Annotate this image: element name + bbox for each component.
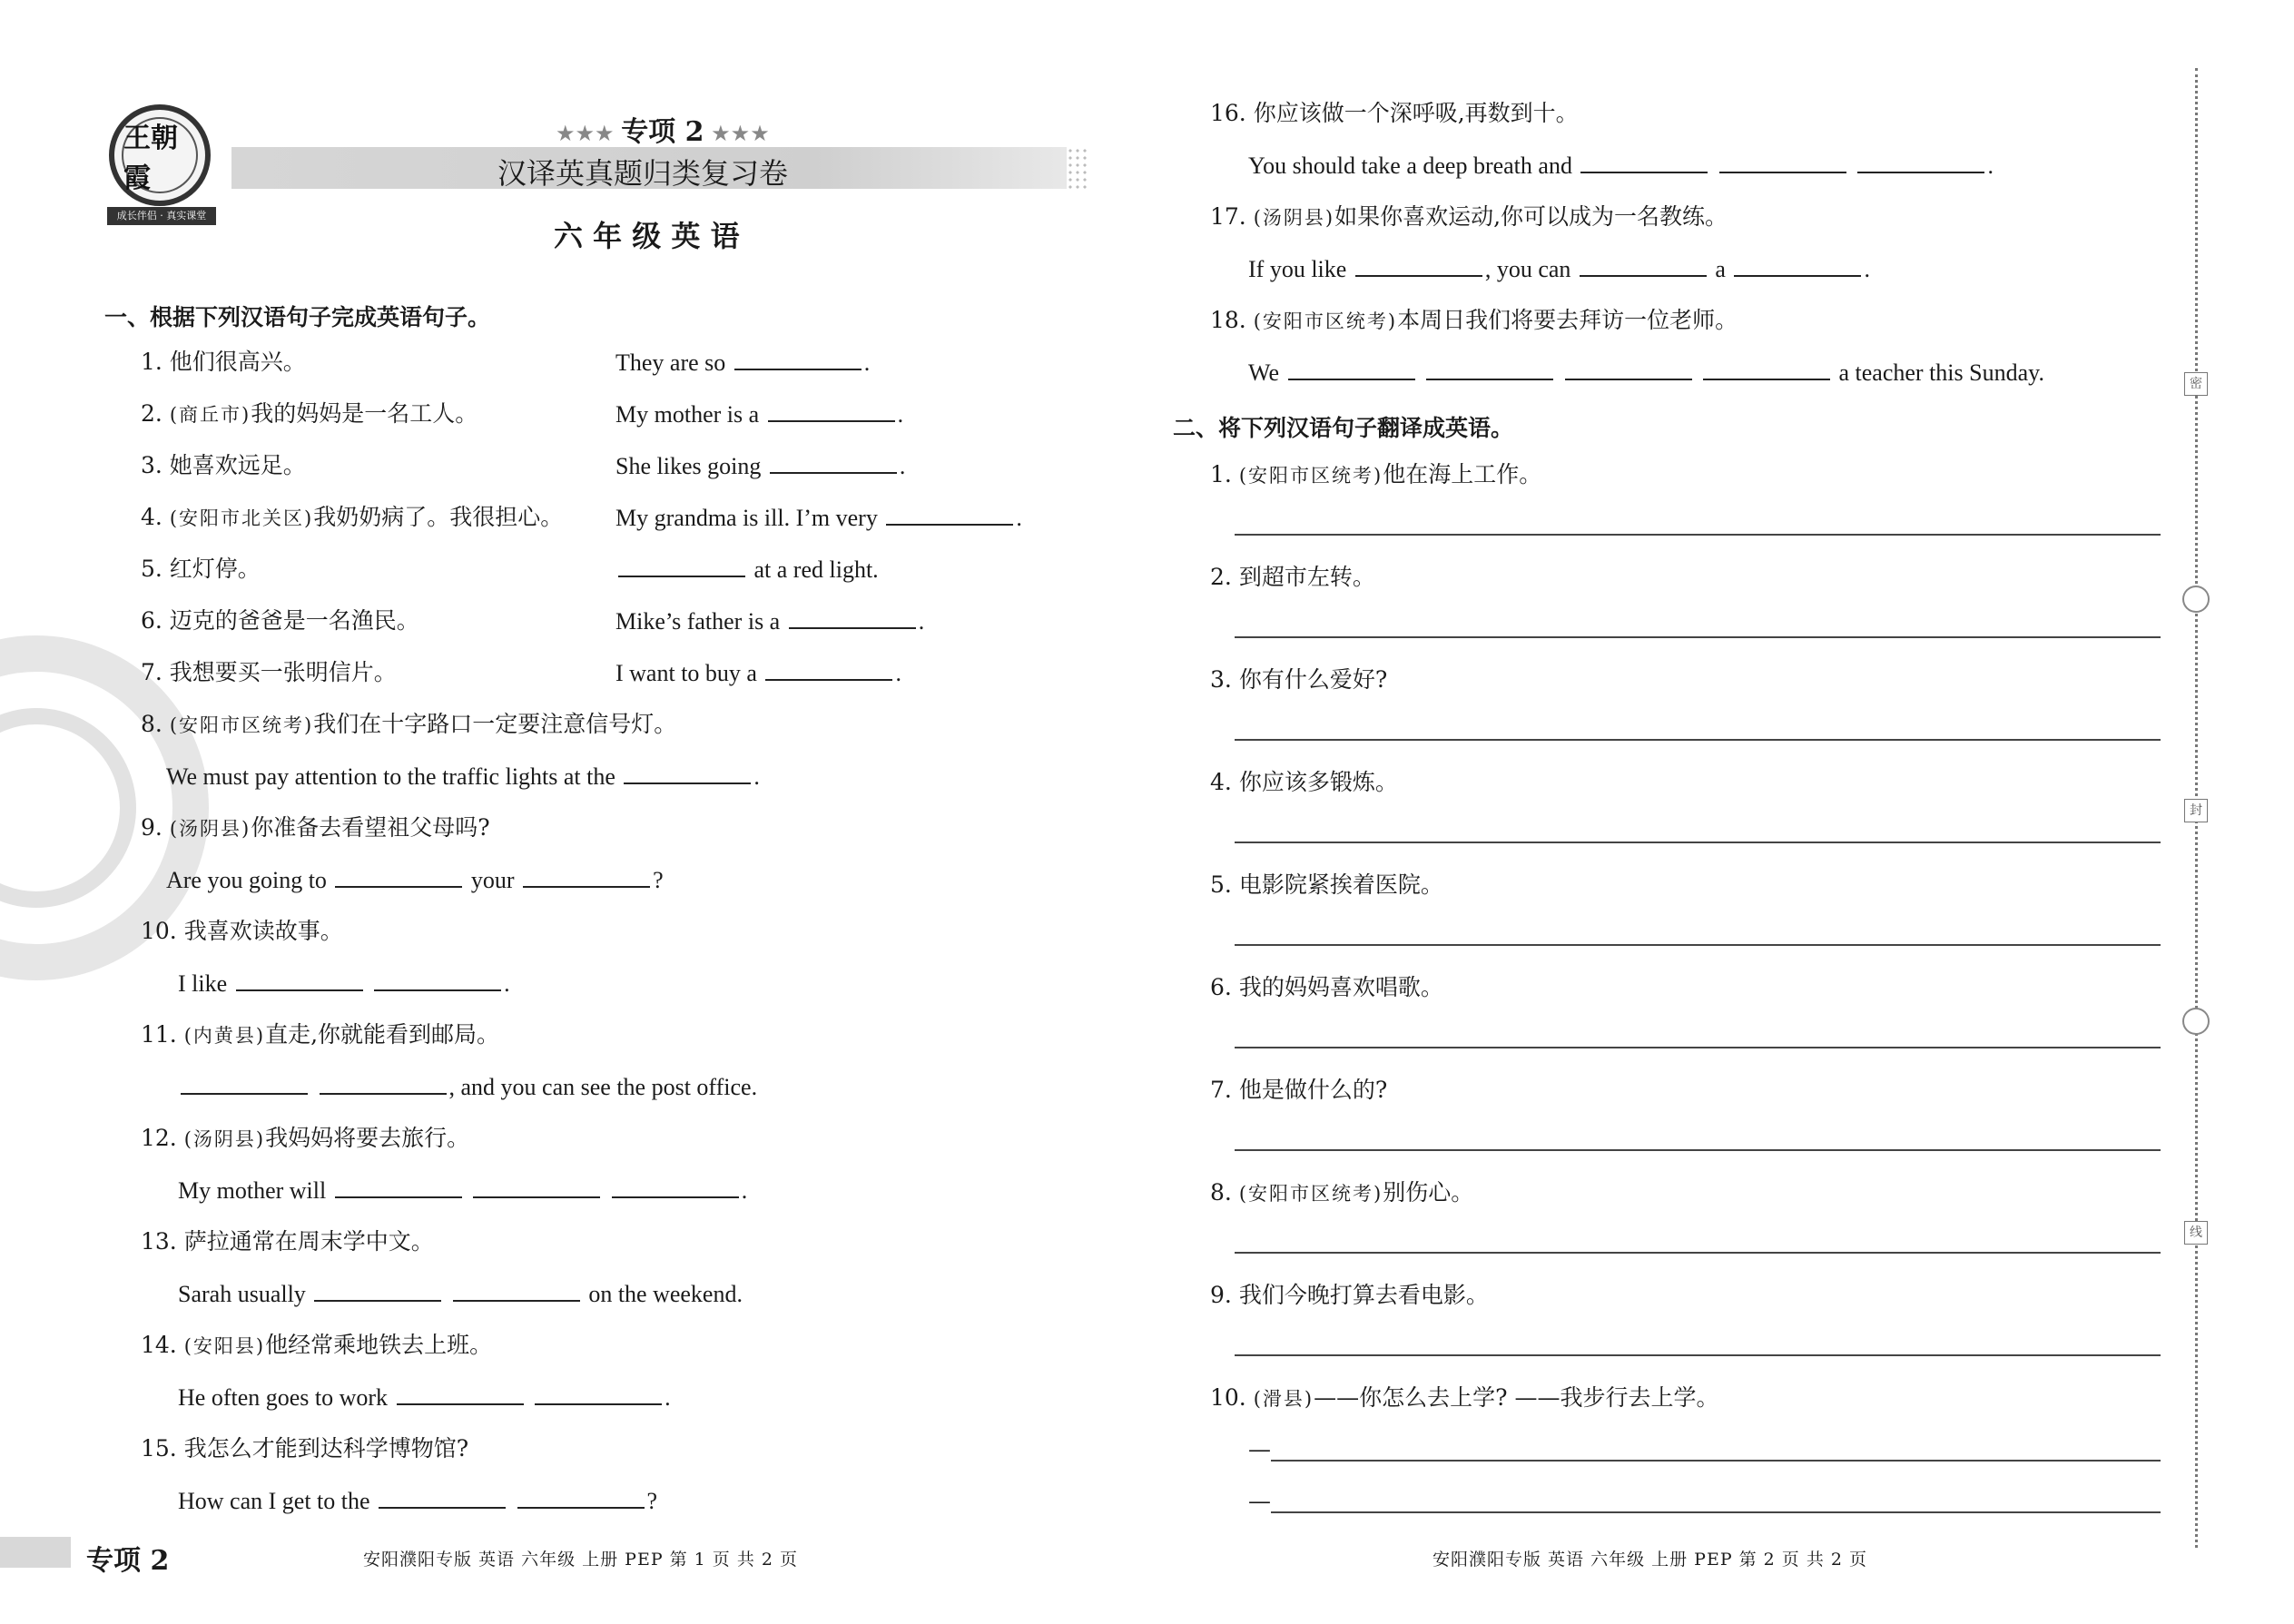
answer-blank[interactable] (1857, 152, 1984, 173)
q3-en: She likes going . (615, 453, 906, 479)
s2-q3-cn: 3. 你有什么爱好? (1210, 666, 1388, 693)
q6-cn: 6. 迈克的爸爸是一名渔民。 (141, 607, 419, 634)
answer-blank[interactable] (734, 349, 861, 370)
logo-ribbon: 成长伴侣 · 真实课堂 (107, 207, 216, 225)
section2-title: 二、将下列汉语句子翻译成英语。 (1173, 415, 1514, 441)
q5-en: at a red light. (615, 556, 879, 584)
s2-q7-cn: 7. 他是做什么的? (1210, 1077, 1388, 1103)
q1-cn: 1. 他们很高兴。 (141, 349, 306, 375)
q7-cn: 7. 我想要买一张明信片。 (141, 659, 397, 685)
s2-q8-cn: 8. (安阳市区统考)别伤心。 (1210, 1179, 1474, 1206)
answer-blank[interactable] (1580, 255, 1707, 277)
q16-cn: 16. 你应该做一个深呼吸,再数到十。 (1210, 100, 1579, 126)
q4-en: My grandma is ill. I’m very . (615, 505, 1022, 531)
q16-en: You should take a deep breath and . (1248, 153, 1994, 179)
seal-mark: 线 (2184, 1221, 2208, 1245)
q4-cn: 4. (安阳市北关区)我奶奶病了。我很担心。 (141, 504, 564, 530)
answer-blank[interactable] (1734, 255, 1861, 277)
answer-blank[interactable] (374, 969, 501, 991)
brand-logo: 王朝霞 (109, 104, 211, 206)
q10-en: I like . (178, 970, 510, 997)
answer-blank[interactable] (612, 1176, 739, 1198)
answer-line[interactable] (1235, 1149, 2161, 1151)
stars-right: ★★★ (711, 121, 770, 146)
answer-blank[interactable] (181, 1073, 308, 1095)
answer-blank[interactable] (1703, 359, 1830, 380)
answer-blank[interactable] (624, 763, 751, 784)
answer-line[interactable] (1235, 636, 2161, 638)
topic-label: 专项 2 (621, 116, 704, 148)
answer-line[interactable] (1235, 842, 2161, 843)
answer-blank[interactable] (765, 659, 892, 681)
answer-blank[interactable] (768, 400, 895, 422)
answer-blank[interactable] (453, 1280, 580, 1302)
answer-blank[interactable] (1355, 255, 1482, 277)
answer-blank[interactable] (1426, 359, 1553, 380)
answer-blank[interactable] (320, 1073, 447, 1095)
answer-blank[interactable] (397, 1383, 524, 1405)
footer-bar (0, 1537, 71, 1568)
page-title: 汉译英真题归类复习卷 (497, 156, 789, 191)
q8-en: We must pay attention to the traffic lights at the . (166, 763, 760, 790)
q7-en: I want to buy a . (615, 660, 901, 686)
q13-en: Sarah usually on the weekend. (178, 1281, 743, 1307)
q3-cn: 3. 她喜欢远足。 (141, 452, 306, 478)
s2-q4-cn: 4. 你应该多锻炼。 (1210, 769, 1398, 795)
q17-cn: 17. (汤阴县)如果你喜欢运动,你可以成为一名教练。 (1210, 203, 1728, 230)
answer-blank[interactable] (618, 556, 745, 577)
answer-line[interactable] (1235, 944, 2161, 946)
answer-blank[interactable] (523, 866, 650, 888)
footer-topic: 专项 2 (86, 1545, 170, 1577)
q11-en: , and you can see the post office. (178, 1073, 757, 1101)
q9-cn: 9. (汤阴县)你准备去看望祖父母吗? (141, 814, 490, 841)
answer-line[interactable] (1235, 739, 2161, 741)
topic-line (556, 109, 770, 149)
section1-title: 一、根据下列汉语句子完成英语句子。 (104, 304, 491, 330)
answer-blank[interactable] (517, 1487, 645, 1509)
s2-q6-cn: 6. 我的妈妈喜欢唱歌。 (1210, 974, 1443, 1000)
binding-hole (2182, 1008, 2210, 1035)
dialogue-dash: — (1248, 1488, 1271, 1514)
answer-blank[interactable] (1580, 152, 1708, 173)
binding-hole (2182, 586, 2210, 613)
answer-blank[interactable] (1565, 359, 1692, 380)
q13-cn: 13. 萨拉通常在周末学中文。 (141, 1228, 434, 1255)
answer-blank[interactable] (1719, 152, 1846, 173)
q15-cn: 15. 我怎么才能到达科学博物馆? (141, 1435, 469, 1462)
s2-q5-cn: 5. 电影院紧挨着医院。 (1210, 871, 1443, 898)
s2-q9-cn: 9. 我们今晚打算去看电影。 (1210, 1282, 1489, 1308)
answer-blank[interactable] (314, 1280, 441, 1302)
answer-line[interactable] (1271, 1460, 2161, 1462)
q10-cn: 10. 我喜欢读故事。 (141, 918, 343, 944)
answer-blank[interactable] (535, 1383, 662, 1405)
q1-en: They are so . (615, 349, 871, 376)
page-subtitle: 六 年 级 英 语 (554, 219, 740, 253)
q15-en: How can I get to the ? (178, 1488, 658, 1514)
s2-q2-cn: 2. 到超市左转。 (1210, 564, 1375, 590)
q18-cn: 18. (安阳市区统考)本周日我们将要去拜访一位老师。 (1210, 307, 1738, 333)
answer-line[interactable] (1235, 1252, 2161, 1254)
answer-line[interactable] (1235, 1354, 2161, 1356)
answer-blank[interactable] (335, 1176, 462, 1198)
q12-cn: 12. (汤阴县)我妈妈将要去旅行。 (141, 1125, 470, 1151)
footer-right: 安阳濮阳专版 英语 六年级 上册 PEP 第 2 页 共 2 页 (1433, 1550, 1868, 1570)
stars-left: ★★★ (556, 121, 615, 146)
answer-blank[interactable] (379, 1487, 506, 1509)
answer-blank[interactable] (770, 452, 897, 474)
q17-en: If you like , you can a . (1248, 256, 1870, 282)
q6-en: Mike’s father is a . (615, 608, 925, 635)
s2-q10-cn: 10. (滑县)——你怎么去上学? ——我步行去上学。 (1210, 1384, 1719, 1411)
q5-cn: 5. 红灯停。 (141, 556, 261, 582)
s2-q1-cn: 1. (安阳市区统考)他在海上工作。 (1210, 461, 1542, 487)
answer-line[interactable] (1235, 534, 2161, 536)
q14-cn: 14. (安阳县)他经常乘地铁去上班。 (141, 1332, 493, 1358)
dialogue-dash: — (1248, 1436, 1271, 1462)
footer-left: 安阳濮阳专版 英语 六年级 上册 PEP 第 1 页 共 2 页 (363, 1550, 799, 1570)
answer-blank[interactable] (789, 607, 916, 629)
q11-cn: 11. (内黄县)直走,你就能看到邮局。 (141, 1021, 500, 1048)
answer-line[interactable] (1271, 1511, 2161, 1513)
q14-en: He often goes to work . (178, 1384, 671, 1411)
q18-en: We a teacher this Sunday. (1248, 359, 2044, 386)
q9-en: Are you going to your ? (166, 867, 664, 893)
q12-en: My mother will . (178, 1177, 748, 1204)
answer-blank[interactable] (886, 504, 1013, 526)
q2-cn: 2. (商丘市)我的妈妈是一名工人。 (141, 400, 478, 427)
answer-blank[interactable] (473, 1176, 600, 1198)
answer-line[interactable] (1235, 1047, 2161, 1048)
q8-cn: 8. (安阳市区统考)我们在十字路口一定要注意信号灯。 (141, 711, 677, 737)
answer-blank[interactable] (1288, 359, 1415, 380)
answer-blank[interactable] (236, 969, 363, 991)
q2-en: My mother is a . (615, 401, 904, 428)
seal-mark: 密 (2184, 372, 2208, 396)
seal-mark: 封 (2184, 799, 2208, 822)
answer-blank[interactable] (335, 866, 462, 888)
